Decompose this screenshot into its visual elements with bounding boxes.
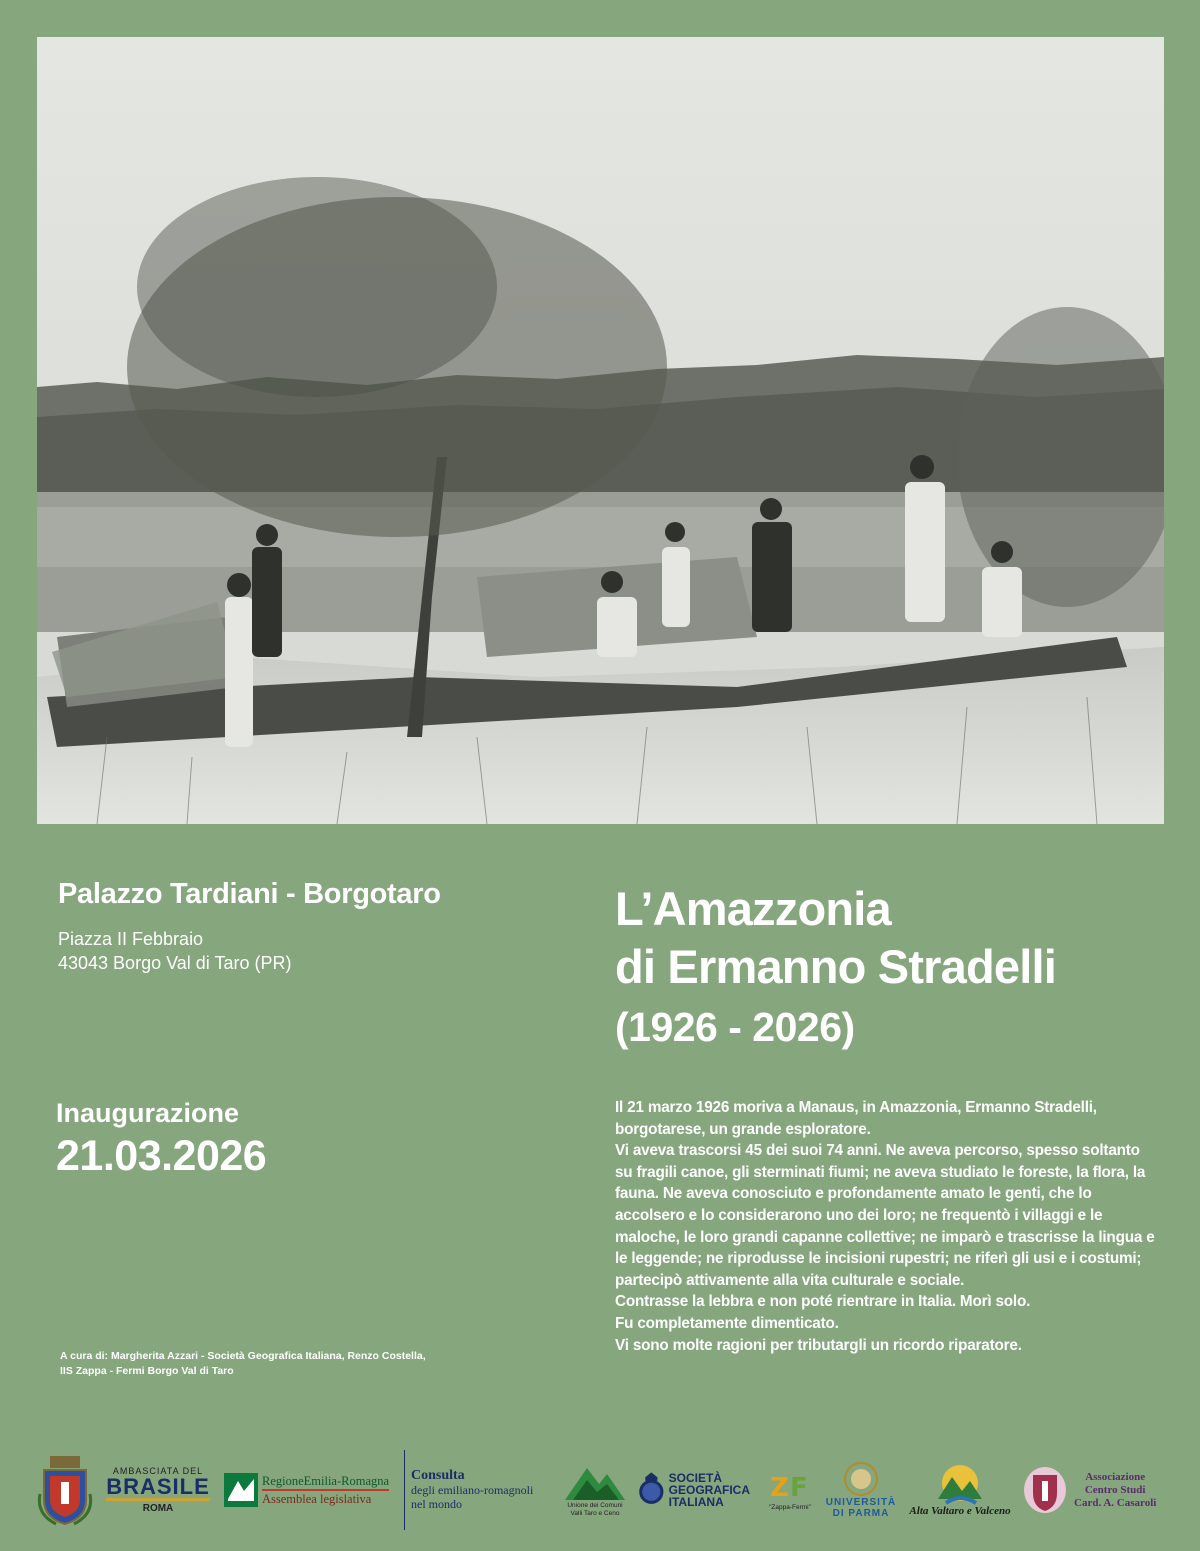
inauguration-label: Inaugurazione [56,1098,240,1128]
casaroli-crest-icon [1022,1465,1068,1515]
inauguration-date: 21.03.2026 [56,1132,267,1180]
casaroli-line2: Centro Studi [1084,1483,1146,1496]
societa-geografica-italiana-logo [638,1450,750,1530]
description-paragraph-1: Il 21 marzo 1926 moriva a Manaus, in Amazzonia, Ermanno Stradelli, borgotarese, un grande esploratore. [615,1099,1097,1138]
svg-text:F: F [790,1473,808,1503]
zappa-fermi-logo [760,1450,820,1530]
title-years: (1926 - 2026) [615,1004,855,1050]
historic-photograph [37,37,1164,824]
sgi-line3: ITALIANA [668,1495,724,1509]
description-paragraph-2: Vi aveva trascorsi 45 dei suoi 74 anni. Ne aveva percorso, spesso soltanto su fragili canoe, gli sterminati fiumi; ne aveva studiato le foreste, la flora, la fauna. Ne aveva conosciuto e profondamente amato le genti, che lo accolsero e lo considerarono uno dei loro; ne frequentò i villaggi e le maloche, le loro grandi capanne collettive; ne imparò e trascrisse la lingua e le leggende; ne riprodusse le incisioni rupestri; ne riferì gli usi e i costumi; partecipò attivamente alla vita culturale e sociale. [615,1142,1155,1289]
venue-address-line1: Piazza II Febbraio [58,929,204,949]
consulta-line2: degli emiliano-romagnoli [411,1483,534,1497]
unipr-line1: UNIVERSITÀ [825,1497,897,1508]
zappa-fermi-caption: "Zappa-Fermi" [769,1504,811,1511]
ambasciata-small-text: AMBASCIATA DEL [112,1466,204,1476]
unione-comuni-logo [560,1450,630,1530]
description-text [615,1097,1155,1356]
exhibition-title [615,880,1175,1056]
regione-line2: Assemblea legislativa [262,1489,389,1507]
curated-by-line1: A cura di: Margherita Azzari - Società Geografica Italiana, Renzo Costella, [60,1350,426,1362]
ambasciata-big-text: BRASILE [106,1474,210,1499]
title-line2: di Ermanno Stradelli [615,940,1057,993]
sgi-line2: GEOGRAFICA [668,1483,750,1497]
crest-icon [36,1454,94,1526]
casaroli-line3: Card. A. Casaroli [1074,1496,1157,1509]
centro-studi-casaroli-logo [1022,1450,1172,1530]
description-paragraph-4: Fu completamente dimenticato. [615,1314,839,1332]
universita-parma-logo [826,1450,896,1530]
unipr-seal-icon [843,1461,879,1497]
description-paragraph-5: Vi sono molte ragioni per tributargli un ricordo riparatore. [615,1336,1022,1354]
consulta-line3: nel mondo [411,1497,462,1511]
ambasciata-brasile-logo [100,1450,216,1530]
photo-illustration [37,37,1164,824]
venue-address-line2: 43043 Borgo Val di Taro (PR) [58,953,292,973]
regione-emblem-icon [224,1473,258,1507]
alta-valtaro-emblem-icon [932,1463,988,1505]
alta-valtaro-text: Alta Valtaro e Valceno [909,1505,1011,1517]
comune-crest-logo [36,1450,96,1530]
curated-by [60,1349,460,1379]
curated-by-line2: IIS Zappa - Fermi Borgo Val di Taro [60,1365,234,1377]
title-line1: L’Amazzonia [615,882,891,935]
unione-comuni-caption: Unione dei Comuni Valli Taro e Ceno [567,1502,623,1517]
consulta-logo [404,1450,561,1530]
alta-valtaro-valceno-logo [902,1450,1018,1530]
consulta-line1: Consulta [411,1468,465,1483]
ambasciata-city-text: ROMA [142,1503,174,1514]
zf-emblem-icon [766,1468,814,1504]
unipr-line2: DI PARMA [832,1508,890,1519]
casaroli-line1: Associazione [1085,1470,1146,1483]
mountains-icon [563,1462,627,1502]
sponsor-logo-bar [0,1450,1200,1530]
sgi-emblem-icon [638,1461,665,1519]
description-paragraph-3: Contrasse la lebbra e non poté rientrare in Italia. Morì solo. [615,1293,1031,1311]
inauguration-block [56,1096,536,1182]
venue-block [58,878,538,975]
sgi-line1: SOCIETÀ [668,1471,722,1485]
svg-text:Z: Z [770,1473,789,1503]
regione-emilia-romagna-logo [224,1450,396,1530]
regione-line1: RegioneEmilia-Romagna [262,1474,390,1488]
venue-name: Palazzo Tardiani - Borgotaro [58,878,441,910]
